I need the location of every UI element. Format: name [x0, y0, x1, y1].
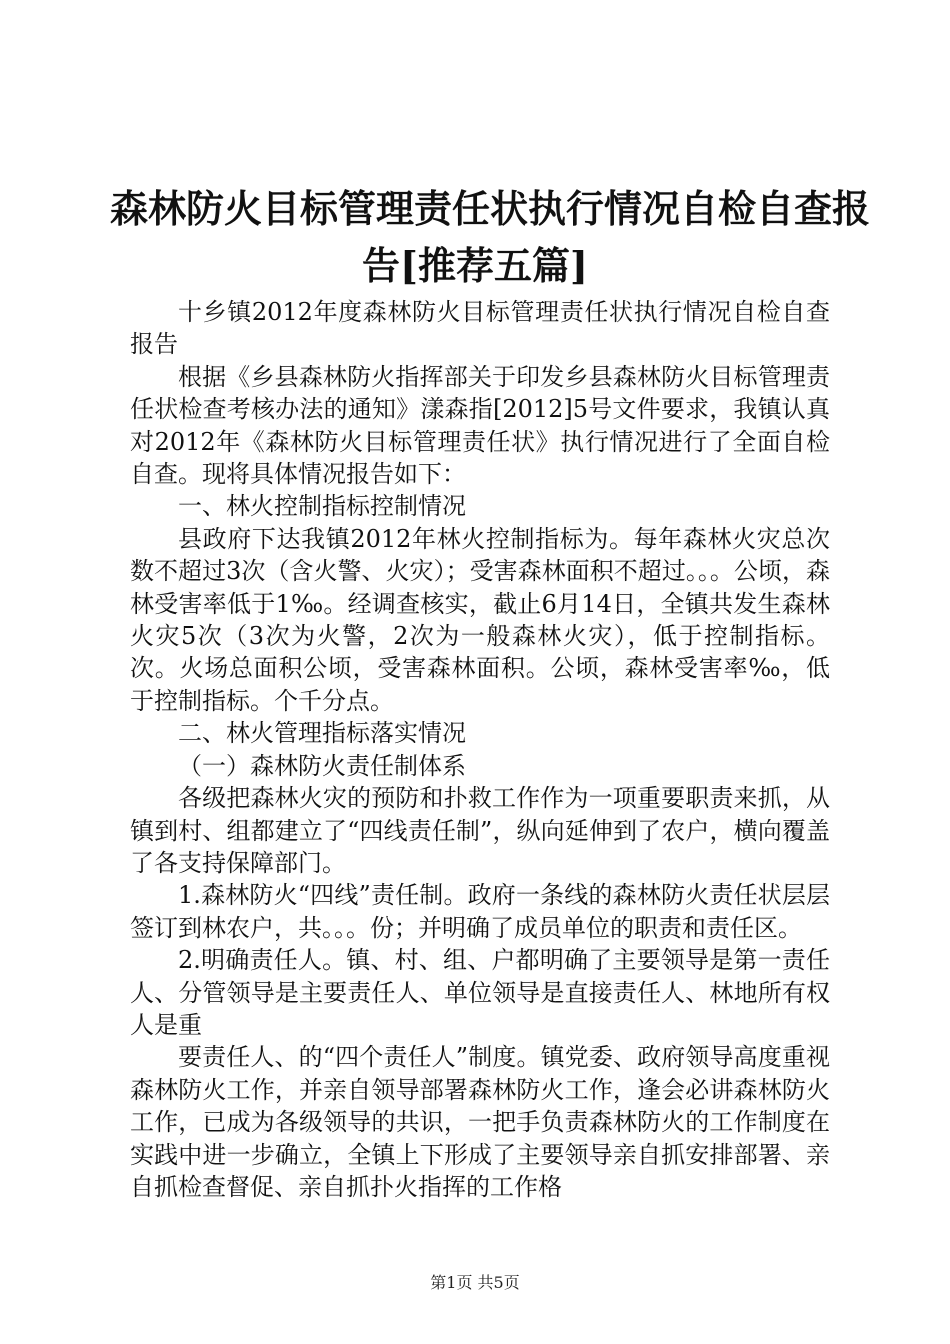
section-heading-fire-control: 一、林火控制指标控制情况: [178, 492, 466, 521]
paragraph-four-line-responsibility: 1.森林防火“四线”责任制。政府一条线的森林防火责任状层层签订到林农户，共。。。份；并明确了成员单位的职责和责任区。: [130, 881, 830, 942]
paragraph-intro: 根据《乡县森林防火指挥部关于印发乡县森林防火目标管理责任状检查考核办法的通知》漾森指[2012]5号文件要求，我镇认真对2012年《森林防火目标管理责任状》执行情况进行了全面自检自查。现将具体情况报告如下：: [130, 362, 830, 489]
document-title-line-1: 森林防火目标管理责任状执行情况自检自查报: [110, 186, 871, 231]
paragraph-responsible-persons-continued: 要责任人、的“四个责任人”制度。镇党委、政府领导高度重视森林防火工作，并亲自领导部署森林防火工作，逢会必讲森林防火工作，已成为各级领导的共识，一把手负责森林防火的工作制度在实践中进一步确立，全镇上下形成了主要领导亲自抓安排部署、亲自抓检查督促、亲自抓扑火指挥的工作格: [130, 1043, 830, 1201]
paragraph-responsible-persons: 2.明确责任人。镇、村、组、户都明确了主要领导是第一责任人、分管领导是主要责任人、单位领导是直接责任人、林地所有权人是重: [130, 946, 830, 1039]
paragraph-report-heading: 十乡镇2012年度森林防火目标管理责任状执行情况自检自查报告: [130, 298, 830, 359]
document-title-line-2: 告[推荐五篇]: [362, 243, 588, 288]
paragraph-fire-control: 县政府下达我镇2012年林火控制指标为。每年森林火灾总次数不超过3次（含火警、火灾）；受害森林面积不超过。。。公顷，森林受害率低于1‰。经调查核实，截止6月14日，全镇共发生森林火灾5次（3次为火警，2次为一般森林火灾），低于控制指标。次。火场总面积公顷，受害森林面积。公顷，森林受害率‰，低于控制指标。个千分点。: [130, 524, 830, 715]
paragraph-responsibility-system: 各级把森林火灾的预防和扑救工作作为一项重要职责来抓，从镇到村、组都建立了“四线责任制”，纵向延伸到了农户，横向覆盖了各支持保障部门。: [130, 784, 830, 877]
subsection-heading-responsibility-system: （一）森林防火责任制体系: [178, 751, 466, 780]
document-body: [130, 296, 830, 1203]
section-heading-fire-management: 二、林火管理指标落实情况: [178, 719, 466, 748]
page-number: 第1页 共5页: [430, 1273, 520, 1292]
